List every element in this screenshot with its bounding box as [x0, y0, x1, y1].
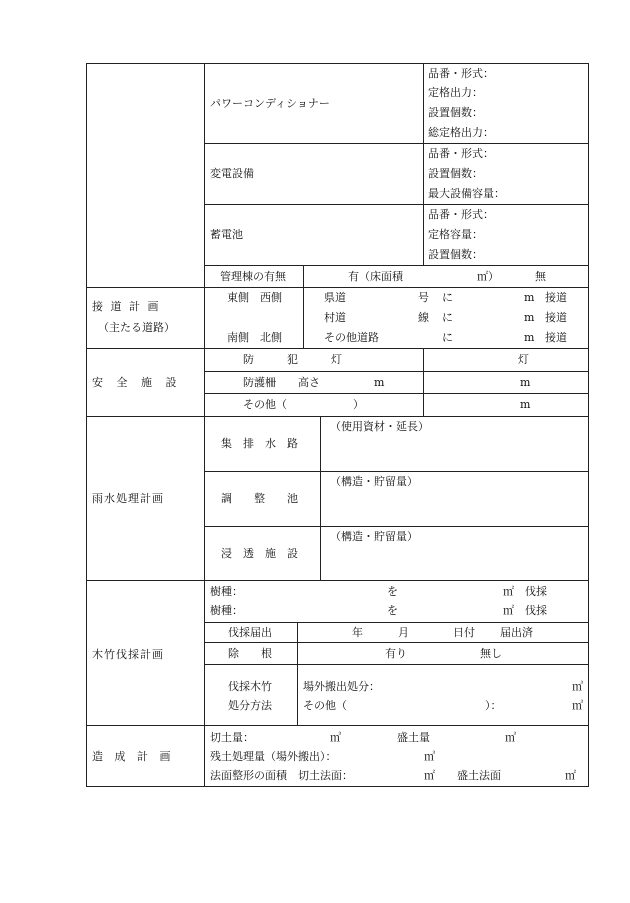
species-unit: ㎡: [503, 604, 514, 617]
root-removal-no: 無し: [480, 647, 502, 660]
road-unit: m: [524, 291, 535, 304]
notice-year: 年: [352, 626, 363, 639]
safety-title: 安 全 施 設: [92, 376, 182, 389]
safety-other-label: その他（ ）: [243, 398, 364, 411]
disposal-label: 伐採木竹: [228, 680, 272, 693]
section-divider: [86, 725, 589, 726]
road-type: 県道: [324, 291, 346, 304]
fence-unit2: m: [520, 376, 531, 389]
cut-volume-label: 切土量：: [210, 731, 254, 744]
road-ni: に: [442, 331, 453, 344]
pcs-field: 品番・形式：: [428, 67, 494, 80]
fill-volume-unit: ㎥: [505, 731, 516, 744]
disposal-unit: ㎥: [572, 680, 583, 693]
section-divider: [86, 348, 589, 349]
crime-light-label: 防 犯 灯: [243, 353, 342, 366]
table-border-right: [588, 63, 589, 787]
road-side-top: 東側 西側: [227, 291, 282, 304]
row-divider: [204, 204, 589, 205]
substation-label: 変電設備: [210, 167, 254, 180]
crime-light-unit: 灯: [518, 353, 529, 366]
mgmt-building-label: 管理棟の有無: [220, 270, 286, 283]
species-wo: を: [387, 585, 398, 598]
root-removal-yes: 有り: [385, 647, 407, 660]
row-divider: [204, 622, 589, 623]
disposal-offsite: 場外搬出処分：: [303, 680, 380, 693]
row-divider: [204, 526, 589, 527]
substation-field: 最大設備容量：: [428, 187, 505, 200]
battery-field: 定格容量：: [428, 228, 483, 241]
rain-item-note: （構造・貯留量）: [330, 475, 418, 488]
road-suffix: 接道: [545, 291, 567, 304]
rain-title: 雨水処理計画: [92, 492, 164, 505]
rain-item-label: 集 排 水 路: [221, 437, 298, 450]
fence-label: 防護柵 高さ: [243, 376, 320, 389]
rain-item-note: （使用資材・延長）: [330, 420, 429, 433]
col-divider: [320, 416, 321, 581]
slope-area-label: 法面整形の面積 切土法面：: [210, 769, 353, 782]
road-unit: m: [524, 331, 535, 344]
road-ni: に: [442, 311, 453, 324]
disposal-unit: ㎥: [572, 699, 583, 712]
table-border-top: [86, 63, 589, 64]
battery-label: 蓄電池: [210, 228, 243, 241]
section-divider: [86, 287, 589, 288]
disposal-other: その他（: [303, 699, 347, 712]
species-label: 樹種：: [210, 585, 243, 598]
cut-volume-unit: ㎥: [330, 731, 341, 744]
tree-title: 木竹伐採計画: [92, 648, 164, 661]
surplus-soil-unit: ㎥: [424, 750, 435, 763]
species-label: 樹種：: [210, 604, 243, 617]
row-divider: [204, 143, 589, 144]
row-divider: [204, 393, 589, 394]
notice-status: 届出済: [500, 626, 533, 639]
notice-month: 月: [398, 626, 409, 639]
road-type: 村道: [324, 311, 346, 324]
row-divider: [204, 471, 589, 472]
species-action: 伐採: [525, 604, 547, 617]
fill-slope-unit: ㎡: [565, 769, 576, 782]
table-border-left: [86, 63, 87, 787]
road-kind: 号: [418, 291, 429, 304]
surplus-soil-label: 残土処理量（場外搬出）：: [210, 750, 337, 763]
col-divider: [297, 622, 298, 726]
battery-field: 品番・形式：: [428, 208, 494, 221]
table-border-bottom: [86, 786, 589, 787]
road-type: その他道路: [324, 331, 379, 344]
slope-area-unit: ㎡: [424, 769, 435, 782]
section-divider: [86, 580, 589, 581]
pcs-label: パワーコンディショナー: [210, 97, 330, 110]
mgmt-unit: ㎡）: [477, 270, 499, 283]
fill-slope-label: 盛土法面: [457, 769, 501, 782]
fence-unit: m: [374, 376, 385, 389]
mgmt-no: 無: [535, 270, 546, 283]
rain-item-note: （構造・貯留量）: [330, 530, 418, 543]
row-divider: [204, 265, 589, 266]
disposal-close: ）：: [485, 699, 502, 712]
col-divider: [303, 265, 304, 288]
species-wo: を: [387, 604, 398, 617]
road-title: 接 道 計 画: [92, 300, 161, 313]
fill-volume-label: 盛土量: [397, 731, 430, 744]
road-kind: 線: [418, 311, 429, 324]
pcs-field: 総定格出力：: [428, 126, 494, 139]
road-suffix: 接道: [545, 311, 567, 324]
col-divider: [423, 348, 424, 417]
mgmt-yes: 有（床面積: [348, 270, 403, 283]
rain-item-label: 浸 透 施 設: [221, 547, 298, 560]
notice-label: 伐採届出: [228, 626, 272, 639]
root-removal-label: 除 根: [228, 647, 272, 660]
column-divider: [204, 63, 205, 787]
col-divider: [423, 63, 424, 266]
road-side-bottom: 南側 北側: [227, 331, 282, 344]
substation-field: 設置個数：: [428, 167, 483, 180]
pcs-field: 設置個数：: [428, 106, 483, 119]
row-divider: [204, 642, 589, 643]
row-divider: [204, 371, 589, 372]
road-ni: に: [442, 291, 453, 304]
col-divider: [303, 287, 304, 349]
species-action: 伐採: [525, 585, 547, 598]
rain-item-label: 調 整 池: [221, 492, 298, 505]
grading-title: 造 成 計 画: [92, 750, 175, 763]
species-unit: ㎡: [503, 585, 514, 598]
road-subtitle: （主たる道路）: [98, 321, 175, 334]
safety-other-unit: m: [520, 398, 531, 411]
row-divider: [204, 664, 589, 665]
disposal-label: 処分方法: [228, 699, 272, 712]
section-divider: [86, 416, 589, 417]
notice-day: 日付: [453, 626, 475, 639]
battery-field: 設置個数：: [428, 248, 483, 261]
substation-field: 品番・形式：: [428, 147, 494, 160]
road-unit: m: [524, 311, 535, 324]
road-suffix: 接道: [545, 331, 567, 344]
pcs-field: 定格出力：: [428, 86, 483, 99]
